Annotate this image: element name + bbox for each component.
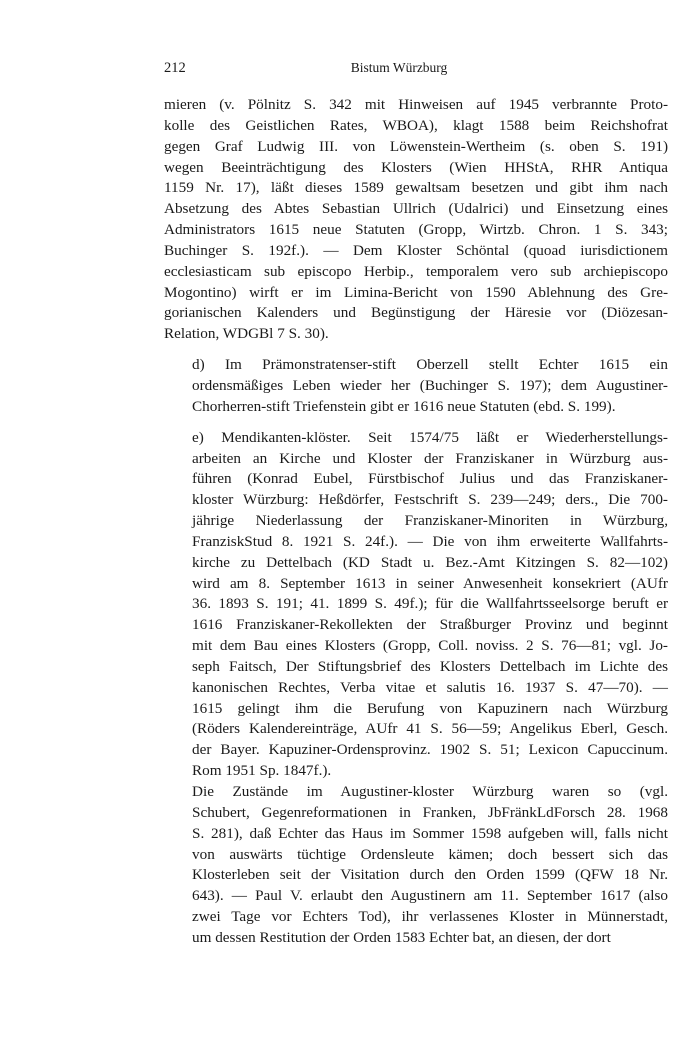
text-line: Administrators 1615 neue Statuten (Gropp, Wirtzb. Chron. 1 S. 343; — [164, 221, 668, 239]
text-line: um dessen Restitution der Orden 1583 Echter bat, an diesen, der dort — [192, 928, 611, 946]
paragraph — [164, 428, 668, 782]
text-line: kolle des Geistlichen Rates, WBOA), klagt 1588 beim Reichshofrat — [164, 116, 668, 134]
text-line: 643). — Paul V. erlaubt den Augustinern am 11. September 1617 (also — [192, 887, 668, 905]
text-line: 1615 gelingt ihm die Berufung von Kapuzinern nach Würzburg — [192, 699, 668, 717]
page-number: 212 — [164, 60, 186, 76]
paragraph — [164, 95, 668, 345]
text-line: ordensmäßiges Leben wieder her (Buchinger S. 197); dem Augustiner- — [192, 376, 668, 394]
text-line: kanonischen Rechtes, Verba vitae et salutis 16. 1937 S. 47—70). — — [192, 678, 668, 696]
text-line: Relation, WDGBl 7 S. 30). — [164, 325, 329, 343]
text-line: gegen Graf Ludwig III. von Löwenstein-Wertheim (s. oben S. 191) — [164, 137, 668, 155]
text-line: e) Mendikanten-klöster. Seit 1574/75 läßt er Wiederherstellungs- — [192, 428, 668, 446]
text-line: Die Zustände im Augustiner-kloster Würzburg waren so (vgl. — [192, 783, 668, 800]
text-line: (Röders Kalendereinträge, AUfr 41 S. 56—59; Angelikus Eberl, Gesch. — [192, 720, 668, 738]
text-line: kloster Würzburg: Heßdörfer, Festschrift S. 239—249; ders., Die 700- — [192, 491, 668, 509]
text-line: 1616 Franziskaner-Rekollekten der Straßburger Provinz und beginnt — [192, 616, 668, 634]
text-line: Chorherren-stift Triefenstein gibt er 1616 neue Statuten (ebd. S. 199). — [192, 397, 616, 415]
body-text — [164, 95, 668, 949]
text-line: FranziskStud 8. 1921 S. 24f.). — Die von ihm erweiterte Wallfahrts- — [192, 532, 668, 550]
text-line: Absetzung des Abtes Sebastian Ullrich (Udalrici) und Einsetzung eines — [164, 200, 668, 218]
text-line: arbeiten an Kirche und Kloster der Franziskaner in Würzburg aus- — [192, 449, 668, 467]
text-line: ecclesiasticam sub episcopo Herbip., temporalem vero sub archiepiscopo — [164, 262, 668, 280]
text-line: führen (Konrad Eubel, Fürstbischof Julius und das Franziskaner- — [192, 470, 668, 488]
text-line: zwei Tage vor Echters Tod), ihr verlassenes Kloster in Münnerstadt, — [192, 908, 668, 926]
text-line: Mogontino) wirft er im Limina-Bericht von 1590 Ablehnung des Gre- — [164, 283, 668, 301]
text-line: von auswärts tüchtige Ordensleute kämen; doch bessert sich das — [192, 845, 668, 863]
page-header — [164, 60, 634, 80]
text-line: seph Faitsch, Der Stiftungsbrief des Klosters Dettelbach im Lichte des — [192, 657, 668, 675]
text-line: der Bayer. Kapuziner-Ordensprovinz. 1902 S. 51; Lexicon Capuccinum. — [192, 741, 668, 759]
text-line: 1159 Nr. 17), läßt dieses 1589 gewaltsam besetzen und gibt ihm nach — [164, 179, 668, 197]
text-line: kirche zu Dettelbach (KD Stadt u. Bez.-Amt Kitzingen S. 82—102) — [192, 553, 668, 571]
text-line: Buchinger S. 192f.). — Dem Kloster Schöntal (quoad iurisdictionem — [164, 241, 668, 259]
text-line: Schubert, Gegenreformationen in Franken, JbFränkLdForsch 28. 1968 — [192, 803, 668, 821]
text-line: Klosterleben seit der Visitation durch den Orden 1599 (QFW 18 Nr. — [192, 866, 668, 884]
text-line: jährige Niederlassung der Franziskaner-Minoriten in Würzburg, — [192, 512, 668, 530]
text-line: mieren (v. Pölnitz S. 342 mit Hinweisen auf 1945 verbrannte Proto- — [164, 96, 668, 113]
paragraph — [164, 355, 668, 418]
text-line: d) Im Prämonstratenser-stift Oberzell stellt Echter 1615 ein — [192, 356, 668, 374]
text-line: 36. 1893 S. 191; 41. 1899 S. 49f.); für die Wallfahrtsseelsorge beruft er — [192, 595, 668, 613]
text-line: Rom 1951 Sp. 1847f.). — [192, 762, 332, 780]
text-line: mit dem Bau eines Klosters (Gropp, Coll. noviss. 2 S. 76—81; vgl. Jo- — [192, 637, 668, 655]
paragraph — [164, 782, 668, 949]
running-title: Bistum Würzburg — [350, 60, 448, 75]
text-line: wegen Beeinträchtigung des Klosters (Wien HHStA, RHR Antiqua — [164, 158, 668, 176]
text-line: S. 281), daß Echter das Haus im Sommer 1598 aufgeben will, falls nicht — [192, 824, 668, 842]
text-line: gorianischen Kalenders und Begünstigung der Häresie vor (Diözesan- — [164, 304, 668, 322]
text-line: wird am 8. September 1613 in seiner Anwesenheit konsekriert (AUfr — [192, 574, 668, 592]
